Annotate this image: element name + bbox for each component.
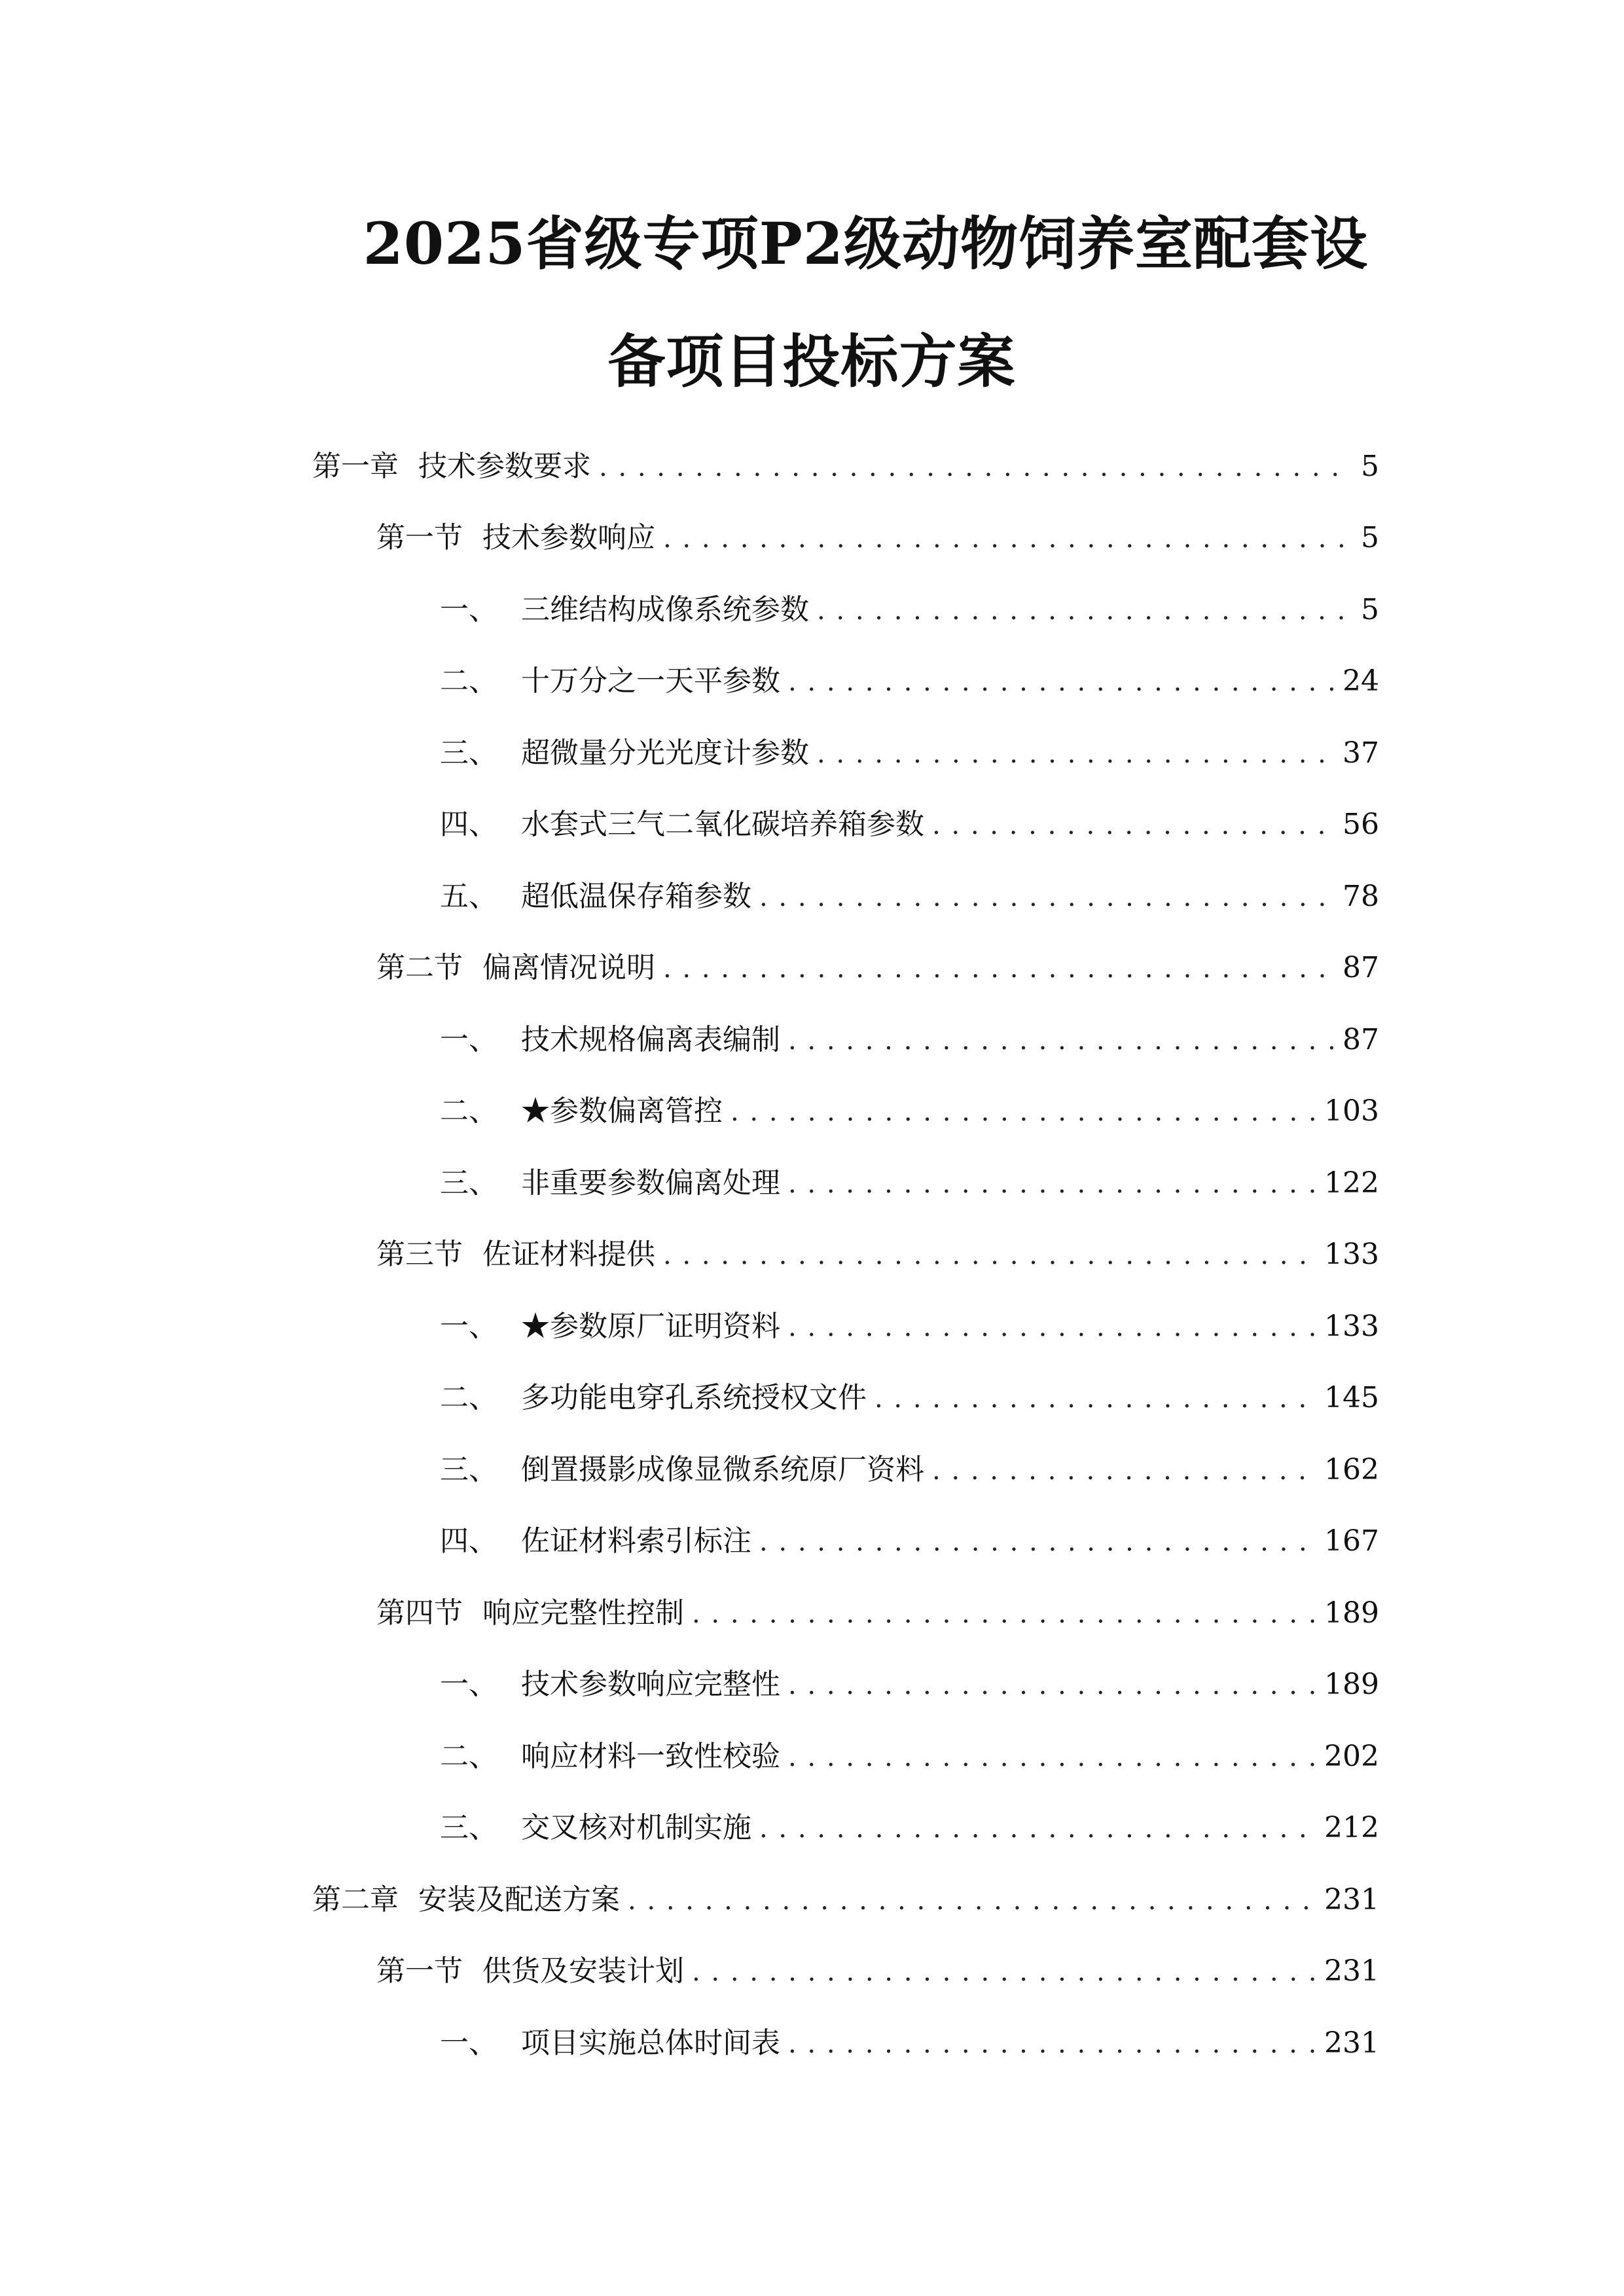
dot-leader <box>875 1379 1315 1418</box>
toc-entry-label: 非重要参数偏离处理 <box>521 1166 780 1200</box>
toc-entry-prefix: 二、 <box>440 1740 497 1773</box>
toc-entry-page-number: 133 <box>1324 1310 1379 1343</box>
toc-entry-label: ★参数偏离管控 <box>521 1094 723 1128</box>
toc-entry-prefix: 五、 <box>440 880 497 913</box>
dot-leader <box>663 519 1352 558</box>
toc-entry-prefix: 三、 <box>440 1166 497 1200</box>
toc-entry-page-number: 231 <box>1324 2026 1379 2060</box>
dot-leader <box>788 2024 1315 2064</box>
toc-entry-page-number: 78 <box>1343 880 1379 913</box>
toc-entry-page-number: 56 <box>1343 808 1379 841</box>
document-title-line-1: 2025省级专项P2级动物饲养室配套设 <box>363 209 1368 278</box>
toc-entry-section[interactable] <box>376 948 1379 988</box>
dot-leader <box>692 1952 1315 1992</box>
dot-leader <box>788 1666 1315 1705</box>
toc-entry-prefix: 三、 <box>440 1453 497 1486</box>
toc-entry-page-number: 231 <box>1324 1883 1379 1916</box>
dot-leader <box>759 1809 1315 1848</box>
toc-entry-prefix: 第一章 <box>312 450 399 483</box>
toc-entry-label: ★参数原厂证明资料 <box>521 1310 780 1343</box>
toc-entry-page-number: 145 <box>1324 1381 1379 1414</box>
toc-entry-label: 三维结构成像系统参数 <box>521 593 809 626</box>
toc-entry-label: 超低温保存箱参数 <box>521 880 751 913</box>
toc-entry-label: 技术参数响应完整性 <box>521 1668 780 1701</box>
toc-entry-subsection[interactable] <box>440 2024 1379 2063</box>
toc-entry-page-number: 189 <box>1324 1668 1379 1701</box>
toc-entry-section[interactable] <box>376 1594 1379 1633</box>
toc-entry-subsection[interactable] <box>440 877 1379 916</box>
toc-entry-page-number: 24 <box>1343 664 1379 698</box>
dot-leader <box>759 1522 1315 1562</box>
toc-entry-subsection[interactable] <box>440 1808 1379 1848</box>
toc-entry-label: 佐证材料索引标注 <box>521 1524 751 1558</box>
toc-entry-page-number: 87 <box>1343 1023 1379 1056</box>
toc-entry-prefix: 二、 <box>440 664 497 698</box>
toc-entry-label: 交叉核对机制实施 <box>521 1811 751 1844</box>
toc-entry-prefix: 第二章 <box>312 1883 399 1916</box>
toc-entry-prefix: 一、 <box>440 1023 497 1056</box>
toc-entry-prefix: 四、 <box>440 808 497 841</box>
toc-entry-label: 技术参数响应 <box>482 521 655 554</box>
toc-entry-label: 佐证材料提供 <box>482 1238 655 1271</box>
toc-entry-prefix: 一、 <box>440 593 497 626</box>
toc-entry-prefix: 二、 <box>440 1094 497 1128</box>
toc-entry-prefix: 第四节 <box>376 1596 463 1630</box>
dot-leader <box>932 1451 1315 1490</box>
toc-entry-subsection[interactable] <box>440 590 1379 630</box>
toc-entry-label: 供货及安装计划 <box>482 1954 684 1988</box>
toc-entry-label: 安装及配送方案 <box>418 1883 620 1916</box>
toc-entry-page-number: 231 <box>1324 1954 1379 1988</box>
toc-entry-prefix: 三、 <box>440 1811 497 1844</box>
toc-entry-prefix: 第三节 <box>376 1238 463 1271</box>
toc-entry-section[interactable] <box>376 518 1379 558</box>
dot-leader <box>692 1594 1315 1634</box>
dot-leader <box>759 878 1333 917</box>
toc-entry-chapter[interactable] <box>312 447 1379 486</box>
toc-entry-subsection[interactable] <box>440 1450 1379 1490</box>
dot-leader <box>817 591 1352 630</box>
toc-entry-subsection[interactable] <box>440 1665 1379 1704</box>
toc-entry-subsection[interactable] <box>440 662 1379 701</box>
toc-entry-page-number: 5 <box>1361 450 1379 483</box>
toc-entry-page-number: 133 <box>1324 1238 1379 1271</box>
toc-entry-subsection[interactable] <box>440 1522 1379 1561</box>
toc-entry-label: 技术参数要求 <box>418 450 591 483</box>
toc-entry-prefix: 一、 <box>440 1668 497 1701</box>
dot-leader <box>788 1164 1315 1204</box>
toc-entry-page-number: 103 <box>1324 1094 1379 1128</box>
toc-entry-subsection[interactable] <box>440 1737 1379 1776</box>
toc-entry-page-number: 5 <box>1361 593 1379 626</box>
document-title-line-2: 备项目投标方案 <box>607 327 1016 395</box>
toc-entry-label: 偏离情况说明 <box>482 951 655 984</box>
toc-entry-label: 水套式三气二氧化碳培养箱参数 <box>521 808 924 841</box>
dot-leader <box>628 1881 1315 1920</box>
toc-entry-label: 技术规格偏离表编制 <box>521 1023 780 1056</box>
dot-leader <box>788 1308 1315 1347</box>
toc-entry-page-number: 87 <box>1343 951 1379 984</box>
toc-entry-page-number: 167 <box>1324 1524 1379 1558</box>
toc-entry-prefix: 二、 <box>440 1381 497 1414</box>
toc-entry-chapter[interactable] <box>312 1880 1379 1920</box>
toc-entry-page-number: 5 <box>1361 521 1379 554</box>
toc-entry-label: 倒置摄影成像显微系统原厂资料 <box>521 1453 924 1486</box>
toc-entry-prefix: 三、 <box>440 736 497 770</box>
dot-leader <box>731 1092 1315 1132</box>
toc-entry-subsection[interactable] <box>440 734 1379 773</box>
toc-entry-label: 响应材料一致性校验 <box>521 1740 780 1773</box>
toc-entry-page-number: 202 <box>1324 1740 1379 1773</box>
toc-entry-subsection[interactable] <box>440 1378 1379 1418</box>
dot-leader <box>932 806 1333 845</box>
dot-leader <box>663 1236 1315 1275</box>
toc-entry-page-number: 162 <box>1324 1453 1379 1486</box>
toc-entry-label: 多功能电穿孔系统授权文件 <box>521 1381 867 1414</box>
toc-entry-label: 超微量分光光度计参数 <box>521 736 809 770</box>
toc-entry-page-number: 122 <box>1324 1166 1379 1200</box>
toc-entry-prefix: 一、 <box>440 2026 497 2060</box>
toc-entry-prefix: 第二节 <box>376 951 463 984</box>
toc-entry-subsection[interactable] <box>440 805 1379 844</box>
toc-entry-section[interactable] <box>376 1952 1379 1991</box>
dot-leader <box>788 1021 1333 1060</box>
dot-leader <box>817 734 1333 774</box>
toc-entry-prefix: 第一节 <box>376 1954 463 1988</box>
toc-entry-label: 十万分之一天平参数 <box>521 664 780 698</box>
dot-leader <box>599 448 1352 487</box>
dot-leader <box>663 949 1333 988</box>
toc-entry-subsection[interactable] <box>440 1164 1379 1203</box>
toc-entry-label: 响应完整性控制 <box>482 1596 684 1630</box>
toc-entry-prefix: 四、 <box>440 1524 497 1558</box>
toc-entry-subsection[interactable] <box>440 1020 1379 1060</box>
toc-entry-prefix: 一、 <box>440 1310 497 1343</box>
toc-entry-page-number: 189 <box>1324 1596 1379 1630</box>
toc-entry-prefix: 第一节 <box>376 521 463 554</box>
dot-leader <box>788 1738 1315 1777</box>
toc-entry-section[interactable] <box>376 1235 1379 1274</box>
dot-leader <box>788 662 1333 702</box>
toc-entry-page-number: 37 <box>1343 736 1379 770</box>
toc-entry-subsection[interactable] <box>440 1092 1379 1131</box>
toc-entry-label: 项目实施总体时间表 <box>521 2026 780 2060</box>
toc-entry-page-number: 212 <box>1324 1811 1379 1844</box>
toc-entry-subsection[interactable] <box>440 1307 1379 1346</box>
